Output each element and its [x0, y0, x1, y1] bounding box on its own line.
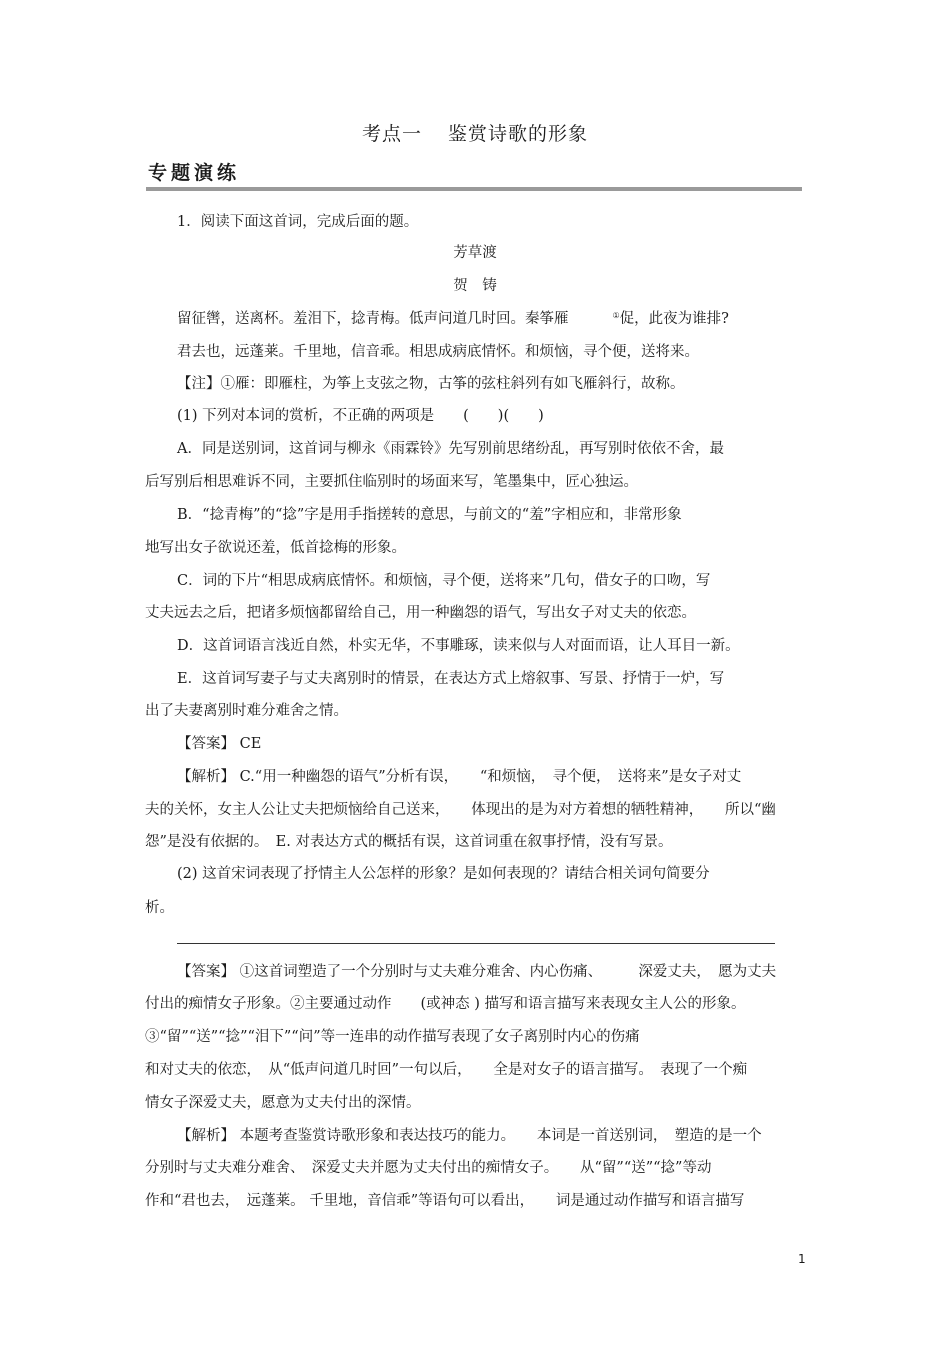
page-number: 1 [798, 1252, 806, 1266]
analysis-2-line-3: 作和“君也去， 远蓬莱。 千里地，音信乖”等语句可以看出， 词是通过动作描写和语言描写 [145, 1193, 745, 1209]
answer-fill-line [177, 943, 775, 944]
option-b-cont: 地写出女子欲说还羞，低首捻梅的形象。 [145, 540, 406, 556]
question-1-2: (2) 这首宋词表现了抒情主人公怎样的形象？是如何表现的？请结合相关词句简要分 [177, 866, 710, 882]
answer-2-line-1: 【答案】 ①这首词塑造了一个分别时与丈夫难分难舍、内心伤痛、 深爱丈夫， 愿为丈夫 [177, 964, 777, 980]
option-b: B．“捻青梅”的“捻”字是用手指搓转的意思，与前文的“羞”字相应和，非常形象 [177, 507, 682, 523]
poem-author: 贺 铸 [453, 278, 497, 294]
option-e: E．这首词写妻子与丈夫离别时的情景，在表达方式上熔叙事、写景、抒情于一炉，写 [177, 671, 725, 687]
analysis-1-line-3: 怨”是没有依据的。 E. 对表达方式的概括有误，这首词重在叙事抒情，没有写景。 [145, 834, 673, 850]
question-1-intro: 1．阅读下面这首词，完成后面的题。 [177, 214, 419, 230]
option-a: A．同是送别词，这首词与柳永《雨霖铃》先写别前思绪纷乱，再写别时依依不舍，最 [177, 441, 724, 457]
answer-2-line-2: 付出的痴情女子形象。②主要通过动作 (或神态 ) 描写和语言描写来表现女主人公的形象。 [145, 996, 746, 1012]
answer-1: 【答案】 CE [177, 736, 262, 752]
analysis-2-line-2: 分别时与丈夫难分难舍、 深爱丈夫并愿为丈夫付出的痴情女子。 从“留”“送”“捻”等动 [145, 1160, 712, 1176]
answer-2-line-5: 情女子深爱丈夫，愿意为丈夫付出的深情。 [145, 1095, 421, 1111]
poem-title: 芳草渡 [453, 245, 497, 261]
poem-note: 【注】①雁：即雁柱，为筝上支弦之物，古筝的弦柱斜列有如飞雁斜行，故称。 [177, 376, 685, 392]
footnote-mark: ① [612, 311, 620, 320]
option-a-cont: 后写别后相思难诉不同，主要抓住临别时的场面来写，笔墨集中，匠心独运。 [145, 474, 638, 490]
option-c-cont: 丈夫远去之后，把诸多烦恼都留给自己，用一种幽怨的语气，写出女子对丈夫的依恋。 [145, 605, 696, 621]
header-rule [146, 187, 802, 191]
option-e-cont: 出了夫妻离别时难分难舍之情。 [145, 703, 348, 719]
section-header: 专题演练 [148, 162, 241, 184]
page-title: 考点一 鉴赏诗歌的形象 [361, 123, 589, 145]
analysis-1-line-2: 夫的关怀，女主人公让丈夫把烦恼给自己送来， 体现出的是为对方着想的牺牲精神， 所以“幽 [145, 802, 776, 818]
question-1-1: (1) 下列对本词的赏析，不正确的两项是 ( )( ) [177, 408, 544, 424]
analysis-1-line-1: 【解析】 C.“用一种幽怨的语气”分析有误， “和烦恼， 寻个便， 送将来”是女子对丈 [177, 769, 742, 785]
poem-line-1: 留征辔，送离杯。羞泪下，捻青梅。低声问道几时回。秦筝雁 ①促，此夜为谁排? [177, 311, 729, 327]
answer-2-line-4: 和对丈夫的依恋， 从“低声问道几时回”一句以后， 全是对女子的语言描写。 表现了一个痴 [145, 1062, 748, 1078]
analysis-2-line-1: 【解析】 本题考查鉴赏诗歌形象和表达技巧的能力。 本词是一首送别词， 塑造的是一个 [177, 1128, 762, 1144]
poem-line-2: 君去也，远蓬莱。千里地，信音乖。相思成病底情怀。和烦恼，寻个便，送将来。 [177, 344, 699, 360]
answer-2-line-3: ③“留”“送”“捻”“泪下”“问”等一连串的动作描写表现了女子离别时内心的伤痛 [145, 1029, 640, 1045]
question-1-2-cont: 析。 [145, 900, 174, 916]
option-c: C．词的下片“相思成病底情怀。和烦恼，寻个便，送将来”几句，借女子的口吻，写 [177, 573, 711, 589]
option-d: D．这首词语言浅近自然，朴实无华，不事雕琢，读来似与人对面而语，让人耳目一新。 [177, 638, 740, 654]
